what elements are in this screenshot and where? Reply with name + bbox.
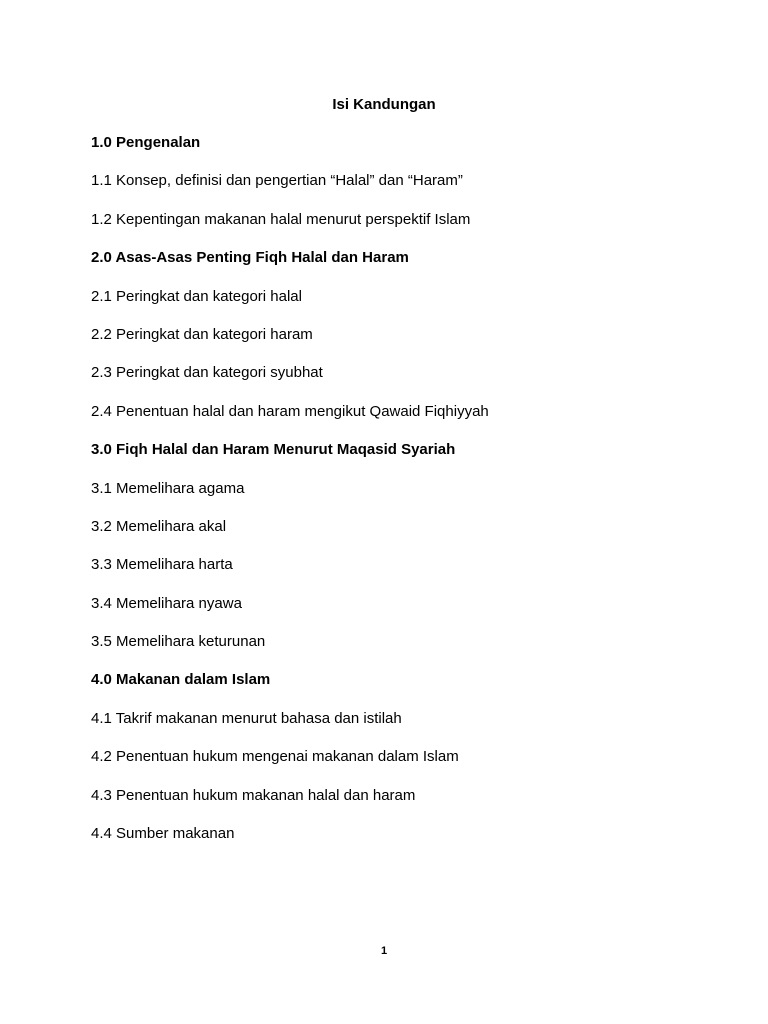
page-title: Isi Kandungan — [332, 96, 436, 113]
toc-item: 2.2 Peringkat dan kategori haram — [91, 325, 313, 343]
toc-item: 3.1 Memelihara agama — [91, 479, 245, 497]
table-of-contents — [91, 133, 711, 862]
toc-item: 2.1 Peringkat dan kategori halal — [91, 287, 302, 305]
toc-section-heading: 3.0 Fiqh Halal dan Haram Menurut Maqasid Syariah — [91, 441, 456, 459]
toc-item: 3.4 Memelihara nyawa — [91, 594, 242, 612]
toc-section-heading: 1.0 Pengenalan — [91, 134, 201, 151]
page-number: 1 — [380, 945, 388, 957]
toc-item: 4.1 Takrif makanan menurut bahasa dan istilah — [91, 709, 402, 727]
toc-item: 3.3 Memelihara harta — [91, 556, 233, 574]
toc-item: 4.4 Sumber makanan — [91, 825, 235, 843]
toc-item: 1.2 Kepentingan makanan halal menurut perspektif Islam — [91, 210, 471, 228]
toc-item: 2.4 Penentuan halal dan haram mengikut Qawaid Fiqhiyyah — [91, 402, 489, 420]
toc-item: 3.2 Memelihara akal — [91, 517, 227, 535]
toc-item: 4.3 Penentuan hukum makanan halal dan haram — [91, 786, 416, 804]
toc-item: 3.5 Memelihara keturunan — [91, 633, 266, 651]
toc-section-heading: 2.0 Asas-Asas Penting Fiqh Halal dan Haram — [91, 249, 409, 267]
toc-item: 4.2 Penentuan hukum mengenai makanan dalam Islam — [91, 748, 459, 766]
toc-section-heading: 4.0 Makanan dalam Islam — [91, 671, 271, 689]
toc-item: 1.1 Konsep, definisi dan pengertian “Halal” dan “Haram” — [91, 172, 463, 190]
toc-item: 2.3 Peringkat dan kategori syubhat — [91, 364, 323, 382]
